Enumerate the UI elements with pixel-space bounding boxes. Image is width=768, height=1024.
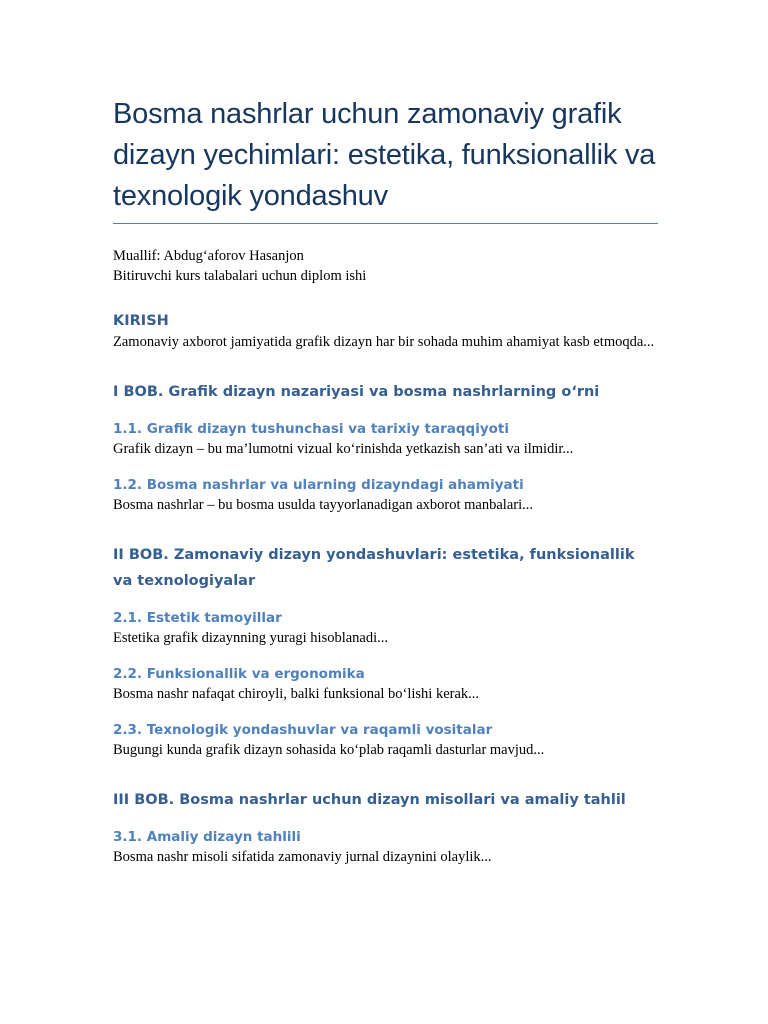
section-2-2 bbox=[113, 664, 658, 705]
section-1-2-heading: 1.2. Bosma nashrlar va ularning dizayndagi ahamiyati bbox=[113, 477, 524, 493]
section-2-3-text: Bugungi kunda grafik dizayn sohasida ko‘plab raqamli dasturlar mavjud... bbox=[113, 742, 545, 758]
document-page bbox=[113, 94, 658, 868]
chapter-2 bbox=[113, 542, 658, 761]
section-1-2 bbox=[113, 475, 658, 516]
section-1-1-text: Grafik dizayn – bu ma’lumotni vizual ko‘rinishda yetkazish san’ati va ilmidir... bbox=[113, 441, 574, 457]
section-2-2-text: Bosma nashr nafaqat chiroyli, balki funksional bo‘lishi kerak... bbox=[113, 686, 480, 702]
section-1-1 bbox=[113, 419, 658, 460]
section-1-2-text: Bosma nashrlar – bu bosma usulda tayyorlanadigan axborot manbalari... bbox=[113, 497, 533, 513]
section-3-1-heading: 3.1. Amaliy dizayn tahlili bbox=[113, 829, 301, 845]
section-2-3-heading: 2.3. Texnologik yondashuvlar va raqamli vositalar bbox=[113, 722, 493, 738]
chapter-3 bbox=[113, 787, 658, 868]
intro-heading: KIRISH bbox=[113, 313, 169, 329]
chapter-1-heading: I BOB. Grafik dizayn nazariyasi va bosma nashrlarning o‘rni bbox=[113, 384, 600, 400]
section-2-2-heading: 2.2. Funksionallik va ergonomika bbox=[113, 666, 365, 682]
intro-section bbox=[113, 310, 658, 353]
section-2-1-text: Estetika grafik dizaynning yuragi hisoblanadi... bbox=[113, 630, 389, 646]
document-meta bbox=[113, 246, 658, 286]
chapter-3-heading: III BOB. Bosma nashrlar uchun dizayn misollari va amaliy tahlil bbox=[113, 792, 626, 808]
section-3-1-text: Bosma nashr misoli sifatida zamonaviy jurnal dizaynini olaylik... bbox=[113, 849, 492, 865]
section-2-1 bbox=[113, 608, 658, 649]
author-line: Muallif: Abdug‘aforov Hasanjon bbox=[113, 248, 304, 264]
section-2-3 bbox=[113, 720, 658, 761]
subtitle-line: Bitiruvchi kurs talabalari uchun diplom ishi bbox=[113, 268, 367, 284]
chapter-2-heading: II BOB. Zamonaviy dizayn yondashuvlari: estetika, funksionallik va texnologiyalar bbox=[113, 547, 635, 589]
section-3-1 bbox=[113, 827, 658, 868]
section-1-1-heading: 1.1. Grafik dizayn tushunchasi va tarixiy taraqqiyoti bbox=[113, 421, 509, 437]
intro-text: Zamonaviy axborot jamiyatida grafik dizayn har bir sohada muhim ahamiyat kasb etmoqda... bbox=[113, 334, 655, 350]
section-2-1-heading: 2.1. Estetik tamoyillar bbox=[113, 610, 282, 626]
document-title: Bosma nashrlar uchun zamonaviy grafik dizayn yechimlari: estetika, funksionallik va texnologik yondashuv bbox=[113, 94, 658, 224]
chapter-1 bbox=[113, 379, 658, 516]
